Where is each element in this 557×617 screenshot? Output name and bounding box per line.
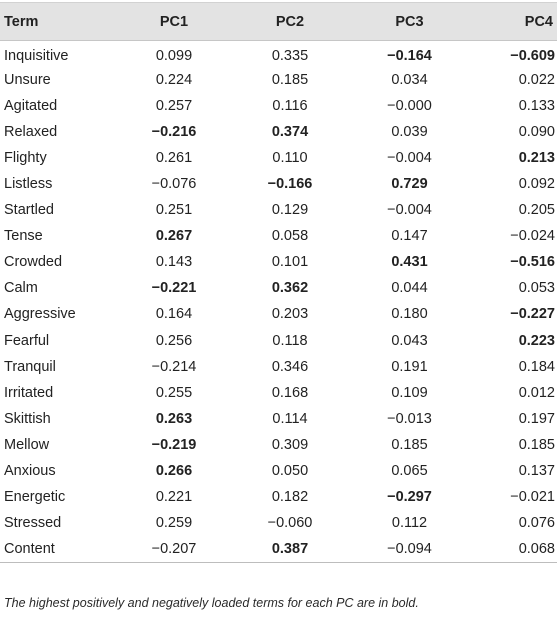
pc3-cell: −0.164 — [387, 47, 432, 64]
term-cell: Calm — [4, 280, 38, 297]
pc2-cell: 0.168 — [271, 384, 309, 401]
table-row — [0, 171, 557, 197]
table-row — [0, 510, 557, 536]
pc2-cell: 0.116 — [272, 97, 308, 114]
pc3-cell: 0.109 — [391, 384, 428, 401]
pc4-cell: 0.213 — [518, 149, 555, 166]
table-row — [0, 432, 557, 458]
pc3-cell: 0.039 — [391, 123, 428, 140]
pc3-cell: −0.094 — [350, 536, 469, 562]
pc2-cell: −0.166 — [267, 176, 313, 193]
pc1-cell: 0.261 — [155, 149, 193, 166]
term-cell: Aggressive — [4, 306, 76, 323]
pc1-cell: 0.266 — [155, 463, 193, 480]
pc3-cell: 0.112 — [391, 515, 428, 532]
pc4-cell: 0.012 — [518, 384, 555, 401]
table-row — [0, 197, 557, 223]
term-cell: Tranquil — [4, 358, 56, 375]
pc2-cell: 0.114 — [272, 410, 308, 427]
term-cell: Listless — [4, 176, 53, 193]
pc2-cell: 0.374 — [271, 123, 309, 140]
column-header-pc2: PC2 — [230, 3, 350, 41]
pc4-cell: −0.609 — [510, 47, 555, 64]
table-row — [0, 275, 557, 301]
table-row — [0, 458, 557, 484]
pc1-cell: 0.267 — [155, 228, 193, 245]
table-row — [0, 301, 557, 327]
pc1-cell: −0.207 — [118, 536, 230, 562]
pc4-cell: 0.205 — [518, 202, 555, 219]
pc3-cell: −0.013 — [387, 410, 432, 427]
table-row — [0, 354, 557, 380]
pc4-cell: 0.022 — [518, 71, 555, 88]
pc1-cell: −0.076 — [151, 176, 197, 193]
pc2-cell: 0.309 — [271, 436, 309, 453]
pc1-cell: −0.219 — [151, 436, 197, 453]
term-cell: Fearful — [4, 332, 50, 349]
pc4-cell: 0.076 — [518, 515, 555, 532]
pc3-cell: 0.034 — [391, 71, 428, 88]
pc3-cell: −0.004 — [387, 202, 432, 219]
pc3-cell: 0.729 — [391, 176, 428, 193]
pc2-cell: 0.129 — [271, 202, 309, 219]
pc3-cell: −0.297 — [387, 489, 432, 506]
table-row — [0, 249, 557, 275]
pc4-cell: 0.090 — [518, 123, 555, 140]
term-cell: Startled — [4, 202, 54, 219]
pc4-cell: 0.223 — [518, 332, 555, 349]
pc3-cell: 0.180 — [391, 306, 428, 323]
pc3-cell: 0.044 — [391, 280, 428, 297]
pc2-cell: 0.335 — [271, 47, 309, 64]
pc1-cell: 0.251 — [155, 202, 193, 219]
pc1-cell: 0.263 — [155, 410, 193, 427]
pc4-cell: 0.068 — [469, 536, 557, 562]
pc4-cell: −0.021 — [510, 489, 555, 506]
pc3-cell: −0.004 — [387, 149, 432, 166]
term-cell: Content — [0, 536, 118, 562]
table-row — [0, 145, 557, 171]
table-row — [0, 328, 557, 354]
pc1-cell: −0.216 — [151, 123, 197, 140]
pc4-cell: 0.133 — [518, 97, 555, 114]
pc4-cell: 0.185 — [518, 436, 555, 453]
term-cell: Agitated — [4, 97, 58, 114]
pc4-cell: 0.197 — [518, 410, 555, 427]
term-cell: Crowded — [4, 254, 63, 271]
pc1-cell: 0.259 — [155, 515, 193, 532]
table-row — [0, 67, 557, 93]
pc3-cell: 0.043 — [391, 332, 428, 349]
pc3-cell: 0.065 — [391, 463, 428, 480]
pc3-cell: −0.000 — [387, 97, 432, 114]
pc2-cell: 0.362 — [271, 280, 309, 297]
pc1-cell: −0.221 — [151, 280, 197, 297]
pc3-cell: 0.147 — [391, 228, 428, 245]
pc1-cell: 0.255 — [155, 384, 193, 401]
pc2-cell: 0.346 — [271, 358, 309, 375]
pc1-cell: 0.257 — [155, 97, 193, 114]
pc4-cell: 0.137 — [518, 463, 555, 480]
pc2-cell: −0.060 — [267, 515, 313, 532]
pc2-cell: 0.101 — [271, 254, 309, 271]
pc3-cell: 0.185 — [391, 436, 428, 453]
pc2-cell: 0.058 — [271, 228, 309, 245]
column-header-pc1: PC1 — [118, 3, 230, 41]
table-row — [0, 406, 557, 432]
term-cell: Tense — [4, 228, 43, 245]
term-cell: Relaxed — [4, 123, 58, 140]
pc4-cell: 0.184 — [518, 358, 555, 375]
pc4-cell: −0.516 — [510, 254, 555, 271]
table-row — [0, 380, 557, 406]
table-footnote: The highest positively and negatively loaded terms for each PC are in bold. — [4, 596, 419, 610]
pc2-cell: 0.182 — [271, 489, 309, 506]
term-cell: Inquisitive — [4, 47, 69, 64]
pc2-cell: 0.185 — [271, 71, 309, 88]
column-header-pc3: PC3 — [350, 3, 469, 41]
table-body — [0, 41, 557, 563]
column-header-pc4: PC4 — [469, 3, 557, 41]
pc2-cell: 0.118 — [272, 332, 308, 349]
pc3-cell: 0.431 — [391, 254, 428, 271]
table-row — [0, 119, 557, 145]
table-row — [0, 223, 557, 249]
pc2-cell: 0.387 — [230, 536, 350, 562]
term-cell: Stressed — [4, 515, 62, 532]
term-cell: Anxious — [4, 463, 56, 480]
pc2-cell: 0.110 — [272, 149, 308, 166]
table-row — [0, 484, 557, 510]
pc1-cell: −0.214 — [151, 358, 197, 375]
term-cell: Unsure — [4, 71, 51, 88]
term-cell: Flighty — [4, 149, 47, 166]
pc1-cell: 0.221 — [155, 489, 193, 506]
term-cell: Mellow — [4, 436, 50, 453]
pc4-cell: 0.053 — [518, 280, 555, 297]
loadings-table — [0, 2, 557, 563]
term-cell: Irritated — [4, 384, 54, 401]
pc4-cell: −0.024 — [510, 228, 555, 245]
term-cell: Skittish — [4, 410, 51, 427]
pc2-cell: 0.203 — [271, 306, 309, 323]
pc1-cell: 0.256 — [155, 332, 193, 349]
table-header-row — [0, 3, 557, 41]
pc1-cell: 0.164 — [155, 306, 193, 323]
table-row — [0, 41, 557, 67]
pc3-cell: 0.191 — [391, 358, 428, 375]
pc1-cell: 0.099 — [155, 47, 193, 64]
pc1-cell: 0.143 — [155, 254, 193, 271]
pc2-cell: 0.050 — [271, 463, 309, 480]
column-header-term: Term — [0, 3, 118, 41]
term-cell: Energetic — [4, 489, 66, 506]
table-row — [0, 536, 557, 562]
pc4-cell: 0.092 — [518, 176, 555, 193]
pc4-cell: −0.227 — [510, 306, 555, 323]
table-row — [0, 93, 557, 119]
pc1-cell: 0.224 — [155, 71, 193, 88]
